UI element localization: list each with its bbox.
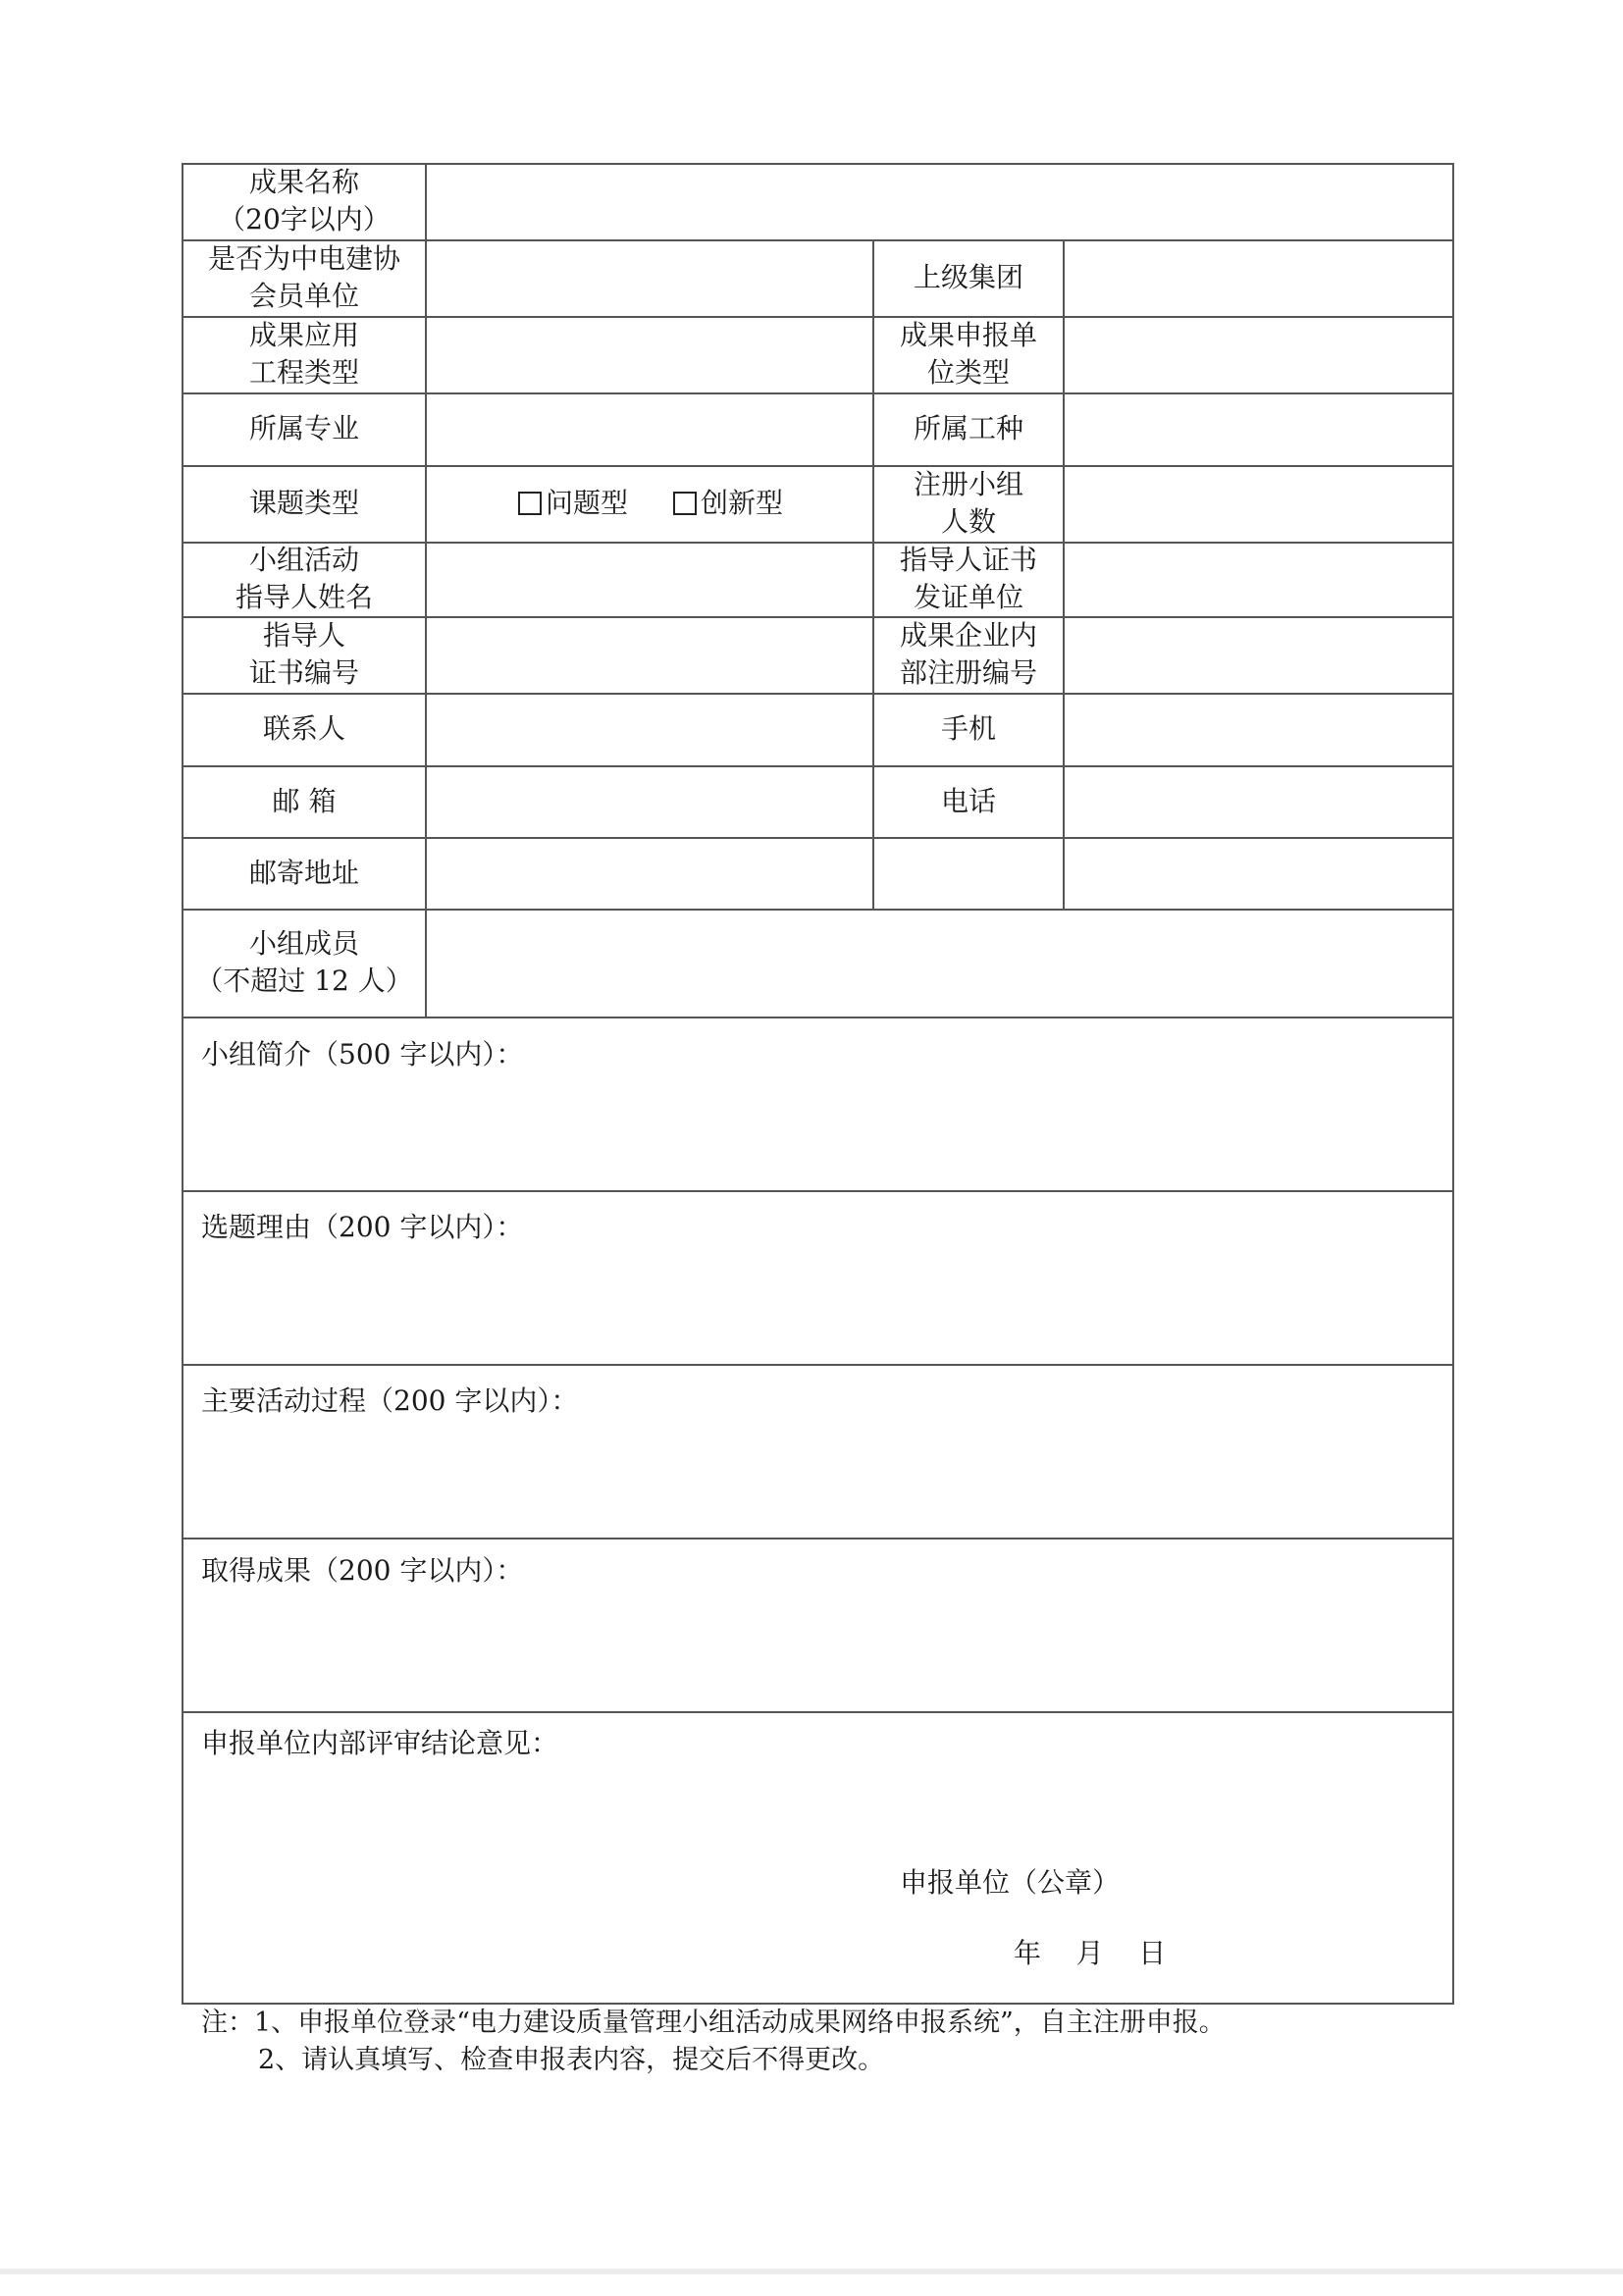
mailing-address-label: 邮寄地址: [248, 856, 359, 889]
topic-type-label: 课题类型: [248, 487, 359, 519]
scan-edge-band: [0, 2269, 1623, 2274]
email-label: 邮 箱: [272, 784, 337, 817]
phone-label: 电话: [940, 784, 996, 817]
innovation-type-checkbox[interactable]: [673, 485, 783, 522]
applicant-seal-label: 申报单位（公章）: [900, 1866, 1121, 1899]
contact-person-label: 联系人: [262, 712, 345, 745]
applicant-unit-type-label: 成果申报单 位类型: [899, 319, 1037, 389]
achievement-name-label: 成果名称 （20字以内）: [218, 166, 391, 235]
work-type-label: 所属工种: [913, 412, 1023, 444]
problem-type-checkbox[interactable]: [518, 485, 628, 522]
cert-issuer-label: 指导人证书 发证单位: [899, 544, 1037, 613]
group-intro-label: 小组简介（500 字以内）：: [201, 1038, 524, 1070]
mobile-label: 手机: [940, 712, 996, 745]
parent-group-label: 上级集团: [913, 261, 1023, 293]
column-divider: [1063, 239, 1065, 909]
checkbox-square-icon: [673, 492, 697, 515]
row-divider: [182, 1190, 1454, 1192]
note-1: 注：1、申报单位登录“电力建设质量管理小组活动成果网络申报系统”，自主注册申报。: [201, 2008, 1226, 2038]
row-divider: [182, 1364, 1454, 1366]
row-divider: [182, 1017, 1454, 1018]
date-label: 年 月 日: [1014, 1937, 1167, 1969]
activity-process-label: 主要活动过程（200 字以内）：: [201, 1384, 579, 1417]
member-unit-label: 是否为中电建协 会员单位: [207, 242, 400, 312]
checkbox-square-icon: [518, 492, 542, 515]
instructor-cert-number-label: 指导人 证书编号: [248, 619, 359, 689]
specialty-label: 所属专业: [248, 412, 359, 444]
group-members-label: 小组成员 （不超过 12 人）: [195, 927, 413, 997]
instructor-name-label: 小组活动 指导人姓名: [235, 544, 373, 613]
innovation-type-option-label: 创新型: [701, 487, 784, 519]
problem-type-option-label: 问题型: [546, 487, 629, 519]
column-divider: [425, 163, 427, 1017]
row-divider: [182, 1538, 1454, 1539]
note-2: 2、请认真填写、检查申报表内容，提交后不得更改。: [258, 2045, 885, 2075]
internal-review-label: 申报单位内部评审结论意见：: [201, 1727, 559, 1759]
topic-reason-label: 选题理由（200 字以内）：: [201, 1211, 524, 1243]
registered-members-label: 注册小组 人数: [913, 468, 1023, 538]
results-label: 取得成果（200 字以内）：: [201, 1554, 524, 1587]
row-divider: [182, 1711, 1454, 1713]
internal-reg-number-label: 成果企业内 部注册编号: [899, 619, 1037, 689]
project-type-label: 成果应用 工程类型: [248, 319, 359, 389]
